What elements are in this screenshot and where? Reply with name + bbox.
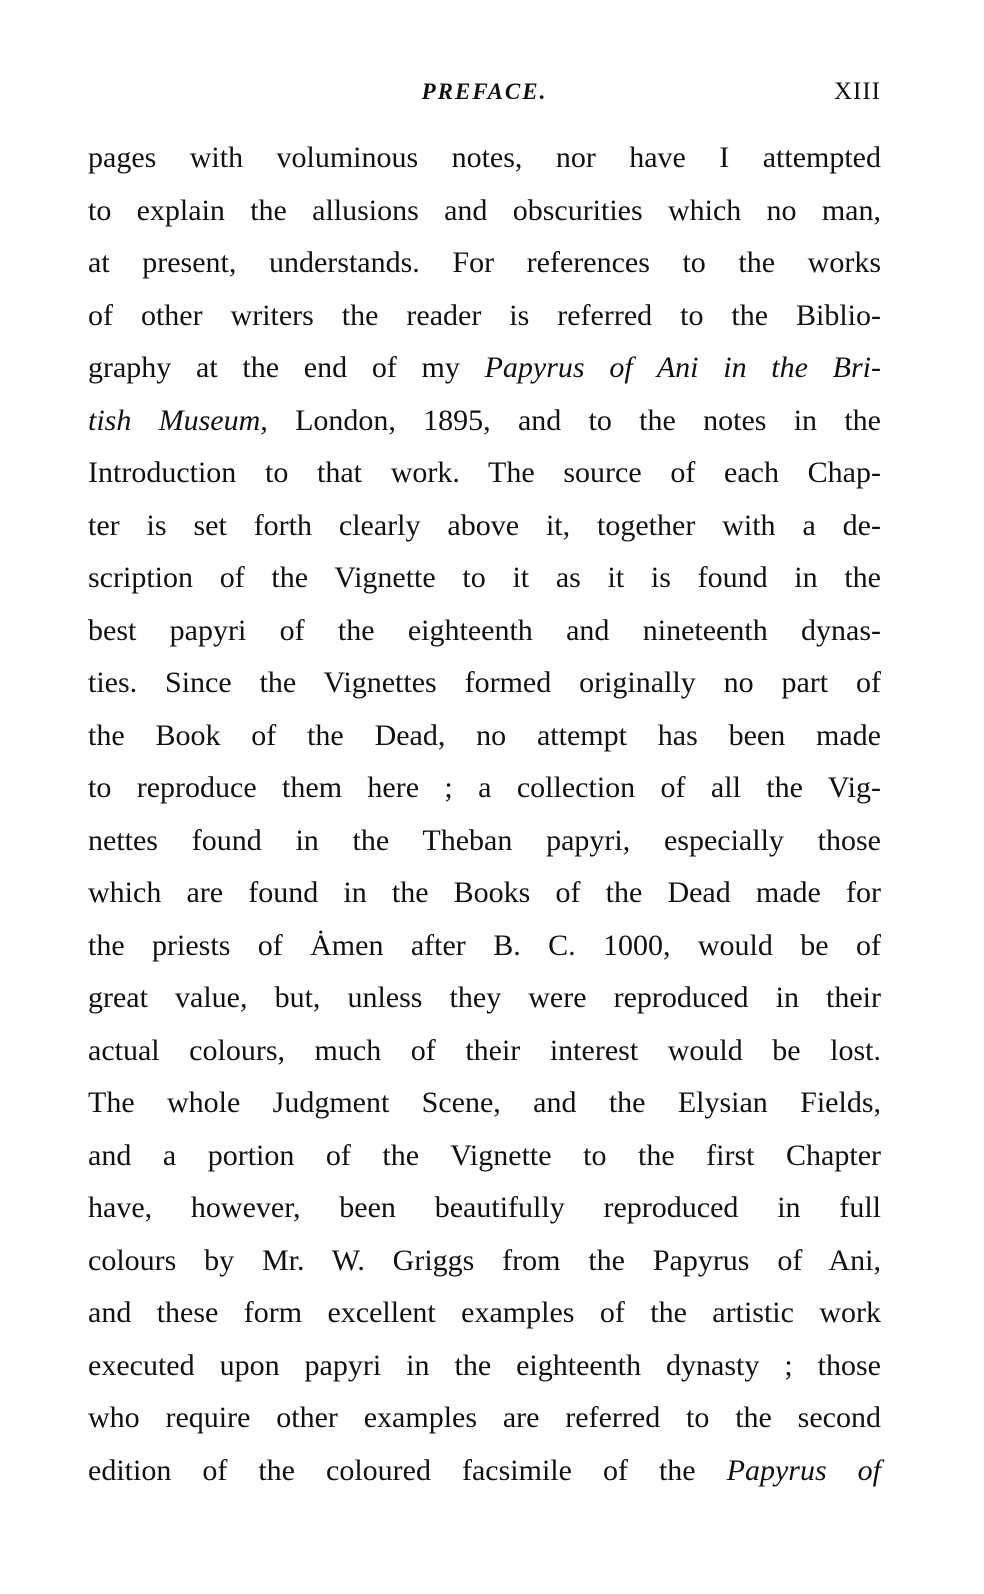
text-line bbox=[88, 342, 881, 395]
text-line: have, however, been beautifully reproduced in full bbox=[88, 1191, 881, 1224]
text-run: edition of the coloured facsimile of the bbox=[88, 1453, 727, 1487]
text-line: to explain the allusions and obscurities which no man, bbox=[88, 193, 881, 227]
running-head-title: PREFACE. bbox=[421, 79, 548, 104]
text-line: Introduction to that work. The source of each Chap- bbox=[88, 456, 881, 489]
body-text bbox=[88, 132, 881, 1497]
text-line: and a portion of the Vignette to the first Chapter bbox=[88, 1138, 881, 1172]
text-line: great value, but, unless they were reproduced in their bbox=[88, 981, 881, 1014]
text-line: to reproduce them here ; a collection of all the Vig- bbox=[88, 771, 881, 804]
text-line bbox=[88, 1445, 881, 1498]
text-line: The whole Judgment Scene, and the Elysian Fields, bbox=[88, 1086, 881, 1119]
text-line: ties. Since the Vignettes formed originally no part of bbox=[88, 666, 881, 699]
text-line bbox=[88, 395, 881, 448]
text-line: at present, understands. For references to the works bbox=[88, 246, 881, 279]
text-line: the Book of the Dead, no attempt has been made bbox=[88, 718, 881, 752]
text-line: the priests of Ȧmen after B. C. 1000, would be of bbox=[88, 928, 881, 962]
text-run: London, 1895, and to the notes in the bbox=[267, 403, 881, 437]
italic-title: Papyrus of bbox=[726, 1453, 882, 1487]
text-line: executed upon papyri in the eighteenth dynasty ; those bbox=[88, 1348, 881, 1382]
text-line: best papyri of the eighteenth and nineteenth dynas- bbox=[88, 613, 881, 647]
text-line: pages with voluminous notes, nor have I attempted bbox=[88, 141, 881, 174]
page-number: XIII bbox=[833, 78, 881, 105]
italic-title: Papyrus of Ani in the Bri- bbox=[484, 351, 881, 384]
running-head bbox=[88, 74, 881, 110]
text-line: of other writers the reader is referred to the Biblio- bbox=[88, 298, 881, 332]
text-line: colours by Mr. W. Griggs from the Papyrus of Ani, bbox=[88, 1243, 881, 1277]
text-line: scription of the Vignette to it as it is found in the bbox=[88, 561, 881, 594]
text-line: who require other examples are referred to the second bbox=[88, 1401, 881, 1434]
text-line: and these form excellent examples of the artistic work bbox=[88, 1296, 881, 1329]
italic-title: tish Museum, bbox=[88, 403, 268, 437]
text-line: which are found in the Books of the Dead made for bbox=[88, 876, 881, 909]
text-line: ter is set forth clearly above it, together with a de- bbox=[88, 508, 881, 542]
text-line: nettes found in the Theban papyri, especially those bbox=[88, 823, 881, 857]
text-line: actual colours, much of their interest would be lost. bbox=[88, 1033, 881, 1067]
text-run: graphy at the end of my bbox=[88, 351, 485, 384]
